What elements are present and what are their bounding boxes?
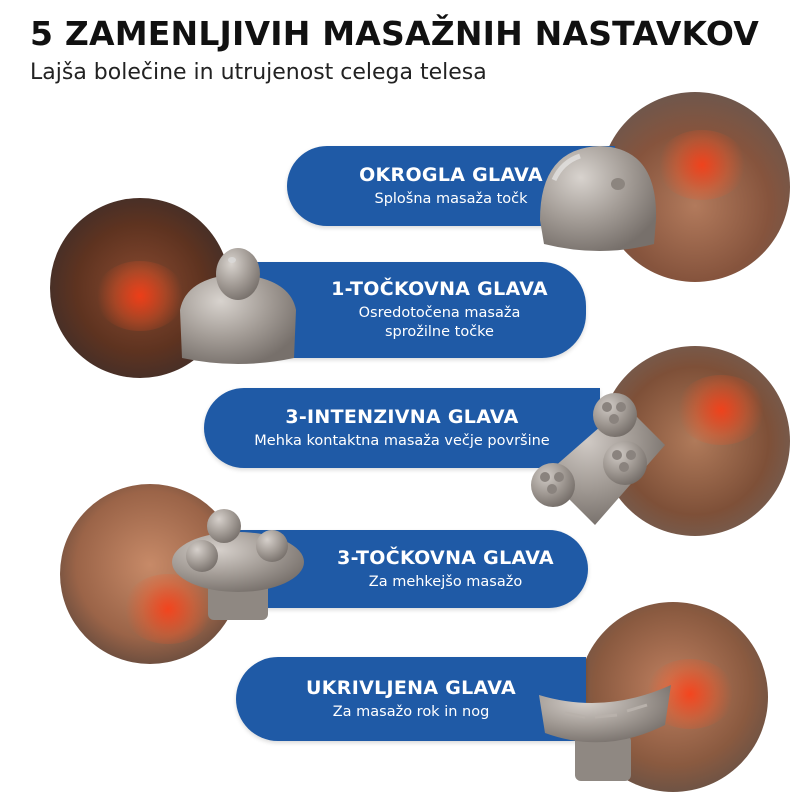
- one-point-head-icon: [172, 240, 302, 370]
- head-title: 3-TOČKOVNA GLAVA: [337, 546, 554, 569]
- curved-head-icon: [535, 655, 675, 785]
- head-banner-curved: [236, 657, 586, 741]
- head-title: 1-TOČKOVNA GLAVA: [331, 278, 548, 300]
- head-description: Splošna masaža točk: [374, 190, 528, 207]
- head-description: Za masažo rok in nog: [332, 703, 490, 720]
- head-description: Osredotočena masaža sprožilne točke: [358, 305, 521, 340]
- three-point-head-icon: [168, 500, 308, 625]
- page-subtitle: Lajša bolečine in utrujenost celega telesa: [30, 60, 487, 85]
- head-title: OKROGLA GLAVA: [359, 163, 543, 186]
- page-title: 5 ZAMENLJIVIH MASAŽNIH NASTAVKOV: [30, 14, 759, 53]
- three-intensive-head-icon: [515, 385, 675, 535]
- round-head-icon: [532, 140, 662, 260]
- head-title: UKRIVLJENA GLAVA: [306, 676, 516, 699]
- head-description: Mehka kontaktna masaža večje površine: [254, 432, 550, 449]
- head-description: Za mehkejšo masažo: [368, 573, 523, 590]
- head-title: 3-INTENZIVNA GLAVA: [285, 405, 519, 428]
